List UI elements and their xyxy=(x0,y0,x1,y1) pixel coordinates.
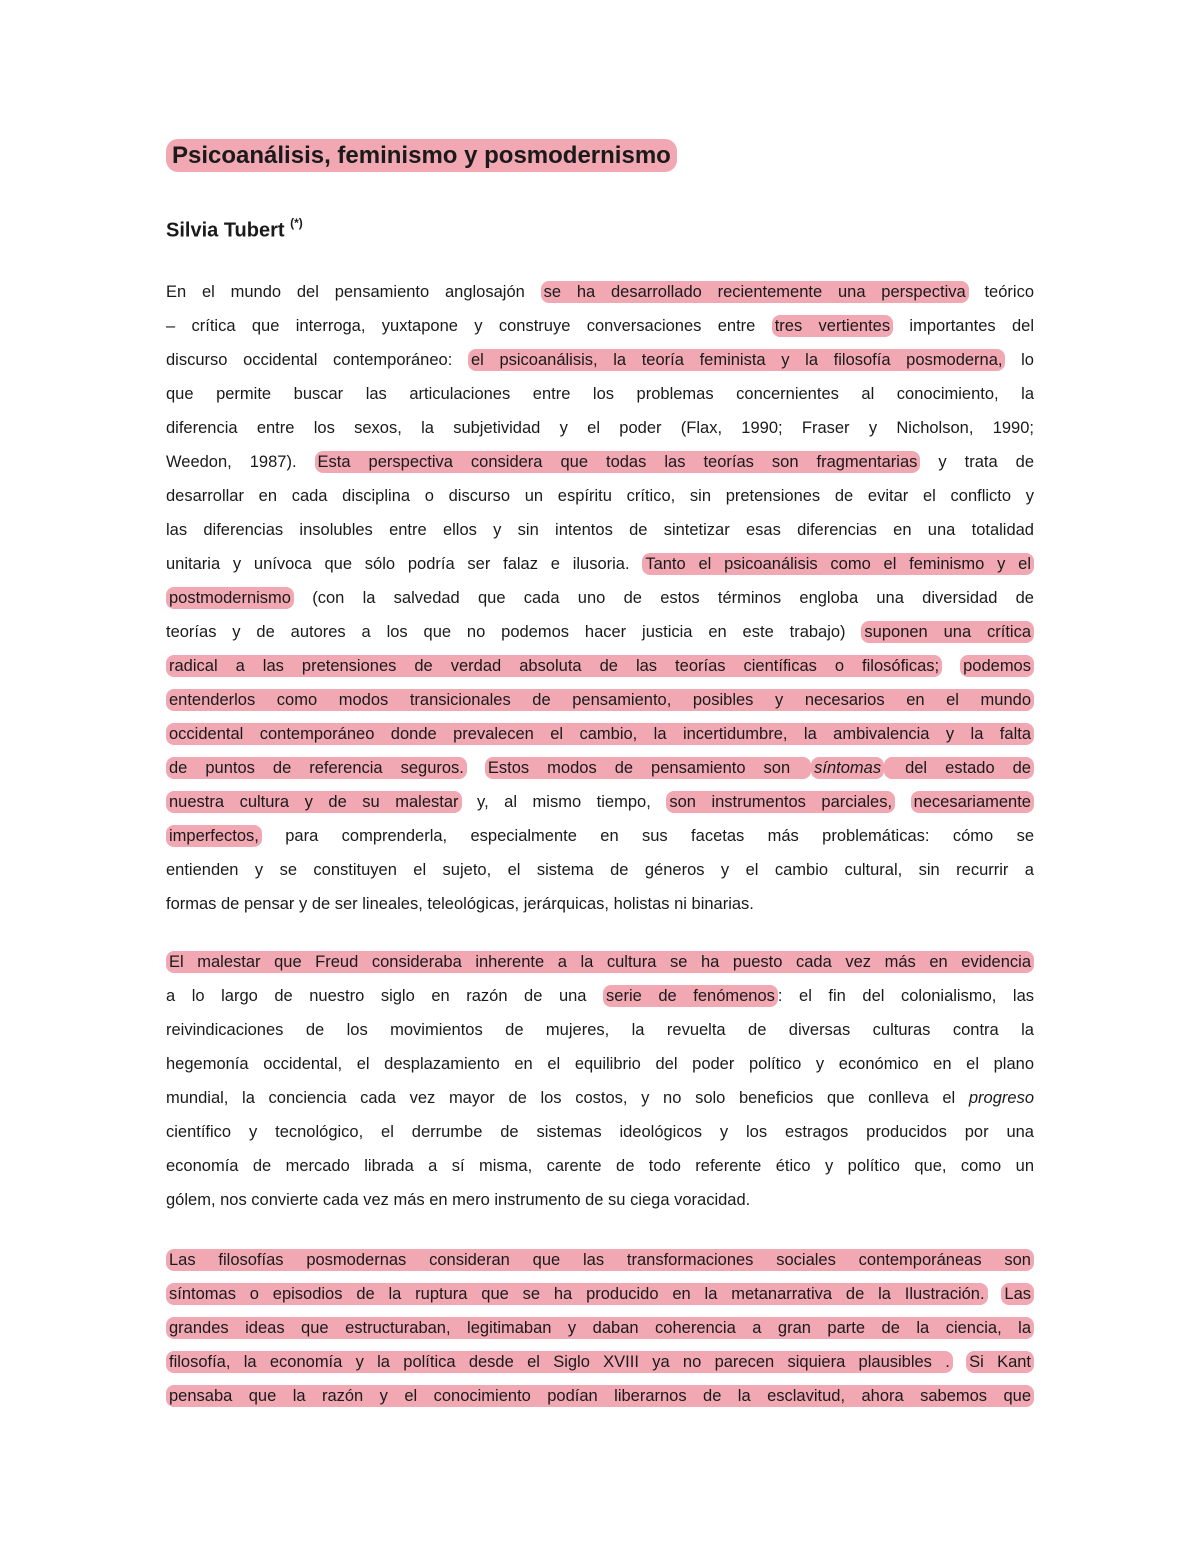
paragraph-line xyxy=(166,1081,1034,1115)
paragraph-line xyxy=(166,887,1034,921)
paragraph-line xyxy=(166,275,1034,309)
paragraph-line xyxy=(166,343,1034,377)
paragraph-line xyxy=(166,1277,1034,1311)
text-segment xyxy=(895,793,911,811)
highlighted-text: entenderlos como modos transicionales de pensamiento, posibles y necesarios en el mundo xyxy=(166,689,1034,711)
paragraph-line xyxy=(166,785,1034,819)
paragraph-line xyxy=(166,479,1034,513)
highlighted-text: occidental contemporáneo donde prevalecen el cambio, la incertidumbre, la ambivalencia y la falta xyxy=(166,723,1034,745)
highlighted-text: de puntos de referencia seguros. xyxy=(166,757,467,779)
paragraph-3 xyxy=(166,1243,1034,1413)
text-segment: a lo largo de nuestro siglo en razón de una xyxy=(166,987,604,1005)
paragraph-line xyxy=(166,547,1034,581)
text-segment xyxy=(953,1353,966,1371)
highlighted-text: pensaba que la razón y el conocimiento podían liberarnos de la esclavitud, ahora sabemos que xyxy=(166,1385,1034,1407)
author-name-text: Silvia Tubert xyxy=(166,219,285,242)
title-highlight: Psicoanálisis, feminismo y posmodernismo xyxy=(166,139,677,172)
text-segment xyxy=(467,759,485,777)
text-segment: diferencia entre los sexos, la subjetividad y el poder (Flax, 1990; Fraser y Nicholson, 1990; xyxy=(166,419,1034,437)
paragraph-line xyxy=(166,1311,1034,1345)
highlighted-text: Las xyxy=(1001,1283,1034,1305)
text-segment: economía de mercado librada a sí misma, carente de todo referente ético y político que, como un xyxy=(166,1157,1034,1175)
text-segment: En el mundo del pensamiento anglosajón xyxy=(166,283,541,301)
highlighted-text: radical a las pretensiones de verdad absoluta de las teorías científicas o filosóficas; xyxy=(166,655,942,677)
text-segment: teórico xyxy=(968,283,1034,301)
highlighted-text: nuestra cultura y de su malestar xyxy=(166,791,462,813)
highlighted-text: Estos modos de pensamiento son xyxy=(485,757,811,779)
italic-text: progreso xyxy=(968,1089,1034,1107)
paragraph-line xyxy=(166,1115,1034,1149)
text-segment: mundial, la conciencia cada vez mayor de los costos, y no solo beneficios que conlleva el xyxy=(166,1089,969,1107)
paragraph-line xyxy=(166,1379,1034,1413)
paragraph-line xyxy=(166,649,1034,683)
text-segment: unitaria y unívoca que sólo podría ser falaz e ilusoria. xyxy=(166,555,643,573)
paragraph-line xyxy=(166,683,1034,717)
highlighted-text: el psicoanálisis, la teoría feminista y la filosofía posmoderna, xyxy=(468,349,1006,371)
text-segment: : el fin del colonialismo, las xyxy=(777,987,1034,1005)
text-segment: Weedon, 1987). xyxy=(166,453,315,471)
text-segment: (con la salvedad que cada uno de estos términos engloba una diversidad de xyxy=(293,589,1034,607)
text-segment xyxy=(988,1285,1002,1303)
highlighted-text: filosofía, la economía y la política desde el Siglo XVIII ya no parecen siquiera plausibles . xyxy=(166,1351,953,1373)
highlighted-text: serie de fenómenos xyxy=(603,985,778,1007)
text-segment: y trata de xyxy=(920,453,1034,471)
text-segment: desarrollar en cada disciplina o discurso un espíritu crítico, sin pretensiones de evitar el conflicto y xyxy=(166,487,1034,505)
text-segment: que permite buscar las articulaciones entre los problemas concernientes al conocimiento, la xyxy=(166,385,1034,403)
highlighted-text xyxy=(811,757,884,779)
highlighted-text: necesariamente xyxy=(911,791,1034,813)
paragraph-line xyxy=(166,819,1034,853)
paragraph-line xyxy=(166,1243,1034,1277)
paragraph-line xyxy=(166,945,1034,979)
paragraph-line xyxy=(166,309,1034,343)
text-segment: formas de pensar y de ser lineales, teleológicas, jerárquicas, holistas ni binarias. xyxy=(166,895,754,913)
highlighted-text: podemos xyxy=(960,655,1034,677)
paragraph-1 xyxy=(166,275,1034,921)
paragraph-line xyxy=(166,581,1034,615)
paragraph-line xyxy=(166,751,1034,785)
text-segment xyxy=(942,657,960,675)
highlighted-text: suponen una crítica xyxy=(861,621,1034,643)
text-segment: – crítica que interroga, yuxtapone y construye conversaciones entre xyxy=(166,317,772,335)
paragraph-line xyxy=(166,1047,1034,1081)
text-segment: las diferencias insolubles entre ellos y sin intentos de sintetizar esas diferencias en una totalidad xyxy=(166,521,1034,539)
text-segment: teorías y de autores a los que no podemos hacer justicia en este trabajo) xyxy=(166,623,862,641)
paragraph-line xyxy=(166,615,1034,649)
text-segment: gólem, nos convierte cada vez más en mero instrumento de su ciega voracidad. xyxy=(166,1191,751,1209)
paragraph-line xyxy=(166,1149,1034,1183)
paragraph-line xyxy=(166,979,1034,1013)
document-title xyxy=(166,138,677,174)
author-name xyxy=(166,210,303,246)
text-segment: hegemonía occidental, el desplazamiento en el equilibrio del poder político y económico en el plano xyxy=(166,1055,1034,1073)
highlighted-text: grandes ideas que estructuraban, legitimaban y daban coherencia a gran parte de la ciencia, la xyxy=(166,1317,1034,1339)
highlighted-text: tres vertientes xyxy=(772,315,893,337)
text-segment: y, al mismo tiempo, xyxy=(461,793,667,811)
highlighted-text: Si Kant xyxy=(966,1351,1034,1373)
paragraph-line xyxy=(166,717,1034,751)
paragraph-line xyxy=(166,853,1034,887)
author-footnote-marker: (*) xyxy=(290,216,303,230)
paragraph-line xyxy=(166,513,1034,547)
text-segment: discurso occidental contemporáneo: xyxy=(166,351,468,369)
paragraph-line xyxy=(166,1183,1034,1217)
highlighted-text: se ha desarrollado recientemente una perspectiva xyxy=(541,281,969,303)
paragraph-line xyxy=(166,445,1034,479)
italic-text: síntomas xyxy=(814,759,882,777)
paragraph-line xyxy=(166,1345,1034,1379)
text-segment xyxy=(969,1089,1034,1107)
text-segment: reivindicaciones de los movimientos de mujeres, la revuelta de diversas culturas contra la xyxy=(166,1021,1034,1039)
highlighted-text: síntomas o episodios de la ruptura que se ha producido en la metanarrativa de la Ilustración. xyxy=(166,1283,988,1305)
paragraph-line xyxy=(166,411,1034,445)
text-segment: científico y tecnológico, el derrumbe de sistemas ideológicos y los estragos producidos por una xyxy=(166,1123,1034,1141)
paragraph-line xyxy=(166,1013,1034,1047)
highlighted-text: postmodernismo xyxy=(166,587,294,609)
highlighted-text: son instrumentos parciales, xyxy=(666,791,895,813)
highlighted-text: Las filosofías posmodernas consideran que las transformaciones sociales contemporáneas son xyxy=(166,1249,1034,1271)
highlighted-text: Esta perspectiva considera que todas las teorías son fragmentarias xyxy=(315,451,921,473)
highlighted-text: Tanto el psicoanálisis como el feminismo y el xyxy=(642,553,1034,575)
highlighted-text: El malestar que Freud consideraba inherente a la cultura se ha puesto cada vez más en evidencia xyxy=(166,951,1034,973)
paragraph-line xyxy=(166,377,1034,411)
text-segment: lo xyxy=(1005,351,1034,369)
paragraph-2 xyxy=(166,945,1034,1217)
highlighted-text: del estado de xyxy=(884,757,1034,779)
text-segment: importantes del xyxy=(893,317,1035,335)
text-segment: entienden y se constituyen el sujeto, el sistema de géneros y el cambio cultural, sin recurrir a xyxy=(166,861,1034,879)
highlighted-text: imperfectos, xyxy=(166,825,262,847)
text-segment: para comprenderla, especialmente en sus facetas más problemáticas: cómo se xyxy=(261,827,1034,845)
